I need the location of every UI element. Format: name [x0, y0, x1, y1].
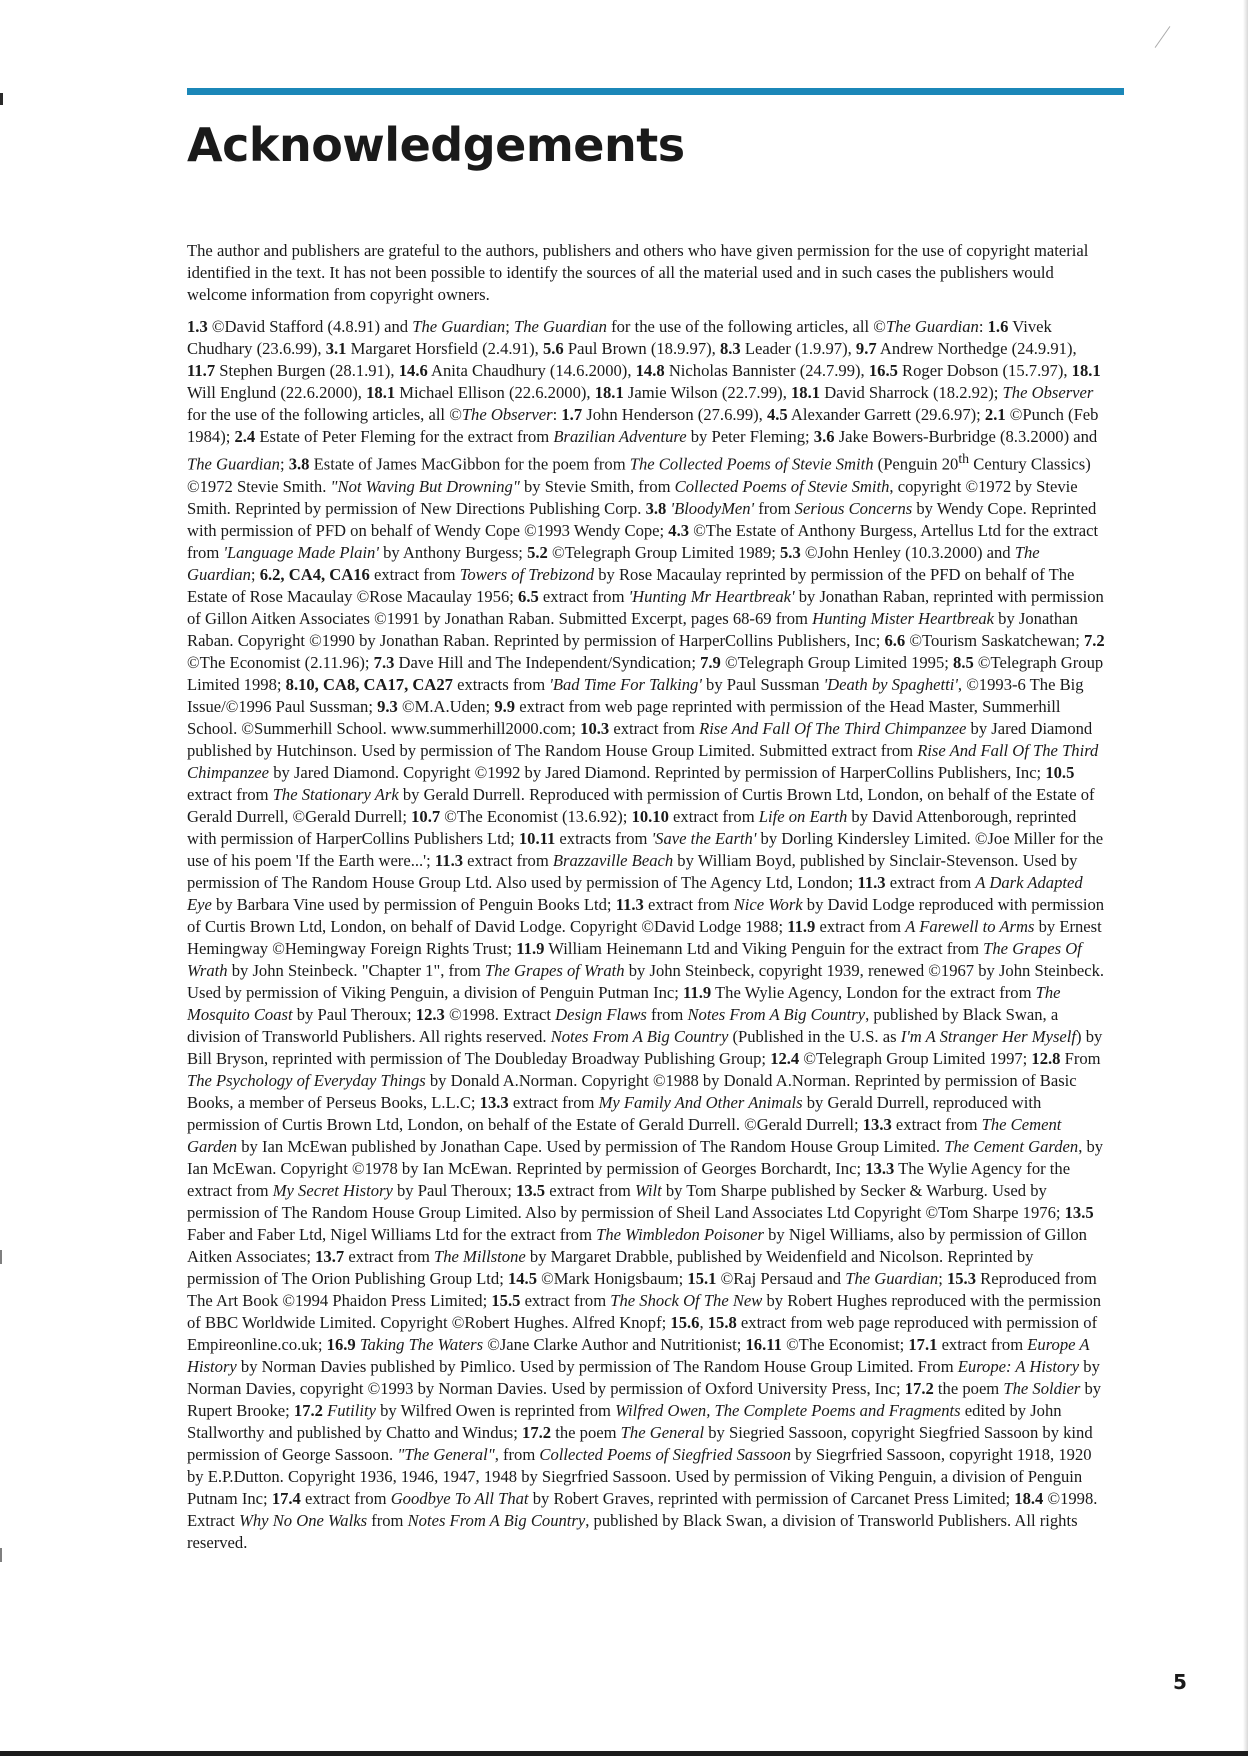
credit-text: by Siegried Sassoon, copyright Siegfried Sassoon by kind permission of George Sassoon.	[187, 1422, 1093, 1464]
credit-reference: 15.6	[670, 1312, 700, 1332]
credit-text: Dave Hill and The Independent/Syndication;	[394, 652, 701, 672]
credit-text: by John Steinbeck, copyright 1939, renewed ©1967 by John Steinbeck. Used by permission of Viking Penguin, a division of Penguin Putman Inc;	[187, 960, 1105, 1002]
credit-text: ©Jane Clarke Author and Nutritionist;	[483, 1334, 746, 1354]
credit-reference: 10.3	[580, 718, 610, 738]
work-title: Nice Work	[733, 894, 803, 914]
credit-text: Century Classics) ©1972 Stevie Smith.	[187, 454, 1091, 496]
work-title: The Guardian	[187, 454, 280, 474]
work-title: Notes From A Big Country	[550, 1026, 729, 1046]
credit-reference: 12.3	[415, 1004, 445, 1024]
credit-text: by Rose Macaulay reprinted by permission of the PFD on behalf of The Estate of Rose Macaulay ©Rose Macaulay 1956;	[187, 564, 1075, 606]
work-title: Wilt	[634, 1180, 662, 1200]
credit-text: for the use of the following articles, all ©	[606, 317, 886, 336]
work-title: The Observer	[461, 405, 553, 424]
credit-reference: 17.2	[522, 1422, 552, 1442]
credit-text: by Jared Diamond. Copyright ©1992 by Jared Diamond. Reprinted by permission of HarperCollins Publishers, Inc;	[269, 762, 1046, 782]
work-title: Rise And Fall Of The Third Chimpanzee	[699, 718, 967, 738]
credit-text: (Published in the U.S. as	[728, 1026, 901, 1046]
credit-text: ©Telegraph Group Limited 1997;	[799, 1048, 1032, 1068]
credit-text: by David Attenborough, reprinted with permission of HarperCollins Publishers Ltd;	[187, 806, 1077, 848]
credit-reference: 8.3	[719, 339, 741, 358]
credit-text: extract from	[520, 1290, 611, 1310]
work-title: 'Death by Spaghetti'	[823, 674, 958, 694]
credit-text: from	[754, 498, 795, 518]
credit-text: John Henderson (27.6.99),	[582, 405, 767, 424]
work-title: The Guardian	[885, 317, 979, 336]
credit-text: ©The Estate of Anthony Burgess, Artellus Ltd for the extract from	[187, 520, 1099, 562]
credit-text: from	[367, 1510, 408, 1530]
work-title: 'Save the Earth'	[651, 828, 757, 848]
credit-text: , by Ian McEwan. Copyright ©1978 by Ian McEwan. Reprinted by permission of Georges Borchardt, Inc;	[187, 1136, 1104, 1178]
credit-text: Roger Dobson (15.7.97),	[897, 361, 1072, 380]
credit-reference: 14.6	[398, 361, 428, 380]
credit-reference: 11.7	[187, 361, 216, 380]
credit-reference: 7.3	[373, 652, 395, 672]
credit-text: by David Lodge reproduced with permission of Curtis Brown Ltd, London, on behalf of David Lodge. Copyright ©David Lodge 1988;	[187, 894, 1105, 936]
credit-text: Nicholas Bannister (24.7.99),	[664, 361, 869, 380]
credit-reference: 13.5	[516, 1180, 546, 1200]
work-title: Futility	[327, 1400, 376, 1420]
credit-text: ©The Economist (2.11.96);	[187, 652, 374, 672]
work-title: 'BloodyMen'	[670, 498, 755, 518]
scan-artifact	[0, 93, 3, 105]
credit-reference: 9.7	[855, 339, 877, 358]
credit-text: ©Telegraph Group Limited 1998;	[187, 652, 1104, 694]
credit-text: , copyright ©1972 by Stevie Smith. Reprinted by permission of New Directions Publishing Corp.	[187, 476, 1078, 518]
work-title: "Not Waving But Drowning"	[330, 476, 520, 496]
credit-text: Reproduced from The Art Book ©1994 Phaidon Press Limited;	[187, 1268, 1097, 1310]
work-title: Taking The Waters	[359, 1334, 484, 1354]
credit-text: by Paul Sussman	[701, 674, 824, 694]
credit-text: by Jonathan Raban, reprinted with permission of Gillon Aitken Associates ©1991 by Jonathan Raban. Submitted Excerpt, pages 68-69 from	[187, 586, 1104, 628]
work-title: The Guardian	[412, 317, 506, 336]
credit-text: Anita Chaudhury (14.6.2000),	[427, 361, 636, 380]
credit-reference: 18.4	[1014, 1488, 1044, 1508]
credit-reference: 7.9	[700, 652, 721, 672]
credit-reference: 9.3	[377, 696, 398, 716]
page-number: 5	[1173, 1670, 1187, 1694]
page-title: Acknowledgements	[187, 118, 685, 172]
work-title: Collected Poems of Siegfried Sassoon	[539, 1444, 792, 1464]
work-title: Notes From A Big Country	[687, 1004, 866, 1024]
credit-text: Leader (1.9.97),	[740, 339, 856, 358]
credit-reference: 12.4	[770, 1048, 800, 1068]
credit-reference: 11.9	[516, 938, 545, 958]
credit-text: extract from	[463, 850, 553, 870]
scan-artifact	[0, 1250, 2, 1264]
credit-text: by Gerald Durrell. Reproduced with permission of Curtis Brown Ltd, London, on behalf of the Estate of Gerald Durrell, ©Gerald Durrell;	[187, 784, 1095, 826]
credit-reference: 18.1	[594, 383, 624, 402]
credit-text: by Gerald Durrell, reproduced with permission of Curtis Brown Ltd, London, on behalf of the Estate of Gerald Durrell. ©Gerald Durrell;	[187, 1092, 1042, 1134]
credit-text: by Norman Davies published by Pimlico. Used by permission of The Random House Group Limited. From	[236, 1356, 958, 1376]
work-title: A Dark Adapted Eye	[187, 872, 1083, 914]
credit-text: ©David Stafford (4.8.91) and	[207, 317, 413, 336]
intro-paragraph: The author and publishers are grateful to the authors, publishers and others who have given permission for the use of copyright material identified in the text. It has not been possible to identify the sources of all the material used and in such cases the publishers would welcome information from copyright owners.	[187, 241, 1089, 304]
credit-reference: 1.6	[987, 317, 1009, 336]
credit-text: ;	[279, 454, 289, 474]
work-title: The Observer	[1002, 383, 1094, 402]
work-title: Design Flaws	[555, 1004, 647, 1024]
credit-reference: 6.6	[884, 630, 906, 650]
credit-text: extract from	[545, 1180, 635, 1200]
work-title: A Farewell to Arms	[905, 916, 1035, 936]
credit-text: , published by Black Swan, a division of Transworld Publishers. All rights reserved.	[187, 1510, 1078, 1552]
work-title: My Family And Other Animals	[598, 1092, 803, 1112]
credit-text: by Peter Fleming;	[686, 427, 814, 446]
credit-reference: 3.6	[813, 427, 835, 446]
credit-text: Michael Ellison (22.6.2000),	[395, 383, 595, 402]
credit-reference: 13.3	[479, 1092, 509, 1112]
work-title: The Grapes of Wrath	[484, 960, 625, 980]
credit-text: by William Boyd, published by Sinclair-Stevenson. Used by permission of The Random House Group Ltd. Also used by permission of The Agency Ltd, London;	[187, 850, 1078, 892]
credit-text: by Wilfred Owen is reprinted from	[375, 1400, 616, 1420]
credit-reference: 5.3	[780, 542, 801, 562]
credit-reference: 10.10	[631, 806, 669, 826]
credit-reference: 1.7	[561, 405, 583, 424]
work-title: I'm A Stranger Her Myself	[900, 1026, 1077, 1046]
credit-text: ©Tourism Saskatchewan;	[905, 630, 1084, 650]
credit-reference: 15.5	[491, 1290, 521, 1310]
credit-reference: 3.8	[645, 498, 667, 518]
credit-text: by Tom Sharpe published by Secker & Warburg. Used by permission of The Random House Group Limited. Also by permission of Sheil Land Associates Ltd Copyright ©Tom Sharpe 1976;	[187, 1180, 1065, 1222]
credit-reference: 17.4	[271, 1488, 301, 1508]
credit-reference: 10.11	[518, 828, 556, 848]
credit-reference: 11.9	[787, 916, 816, 936]
credit-text: for the use of the following articles, all ©	[187, 405, 462, 424]
credit-text: extract from	[609, 718, 700, 738]
credit-text: extracts from	[555, 828, 652, 848]
work-title: The General	[620, 1422, 705, 1442]
credit-text: extract from	[937, 1334, 1028, 1354]
work-title: 'Hunting Mr Heartbreak'	[628, 586, 795, 606]
credit-text: Faber and Faber Ltd, Nigel Williams Ltd for the extract from	[187, 1224, 597, 1244]
work-title: The Soldier	[1003, 1378, 1081, 1398]
credit-text: by Robert Graves, reprinted with permission of Carcanet Press Limited;	[528, 1488, 1015, 1508]
credit-text: ©Raj Persaud and	[716, 1268, 846, 1288]
credit-text: , from	[494, 1444, 540, 1464]
credit-text: extract from	[885, 872, 976, 892]
credit-reference: 14.5	[507, 1268, 537, 1288]
credit-reference: 1.3	[187, 317, 208, 336]
work-title: Goodbye To All That	[390, 1488, 529, 1508]
credit-text: extract from	[344, 1246, 435, 1266]
credit-reference: 3.8	[288, 454, 310, 474]
credit-text: the poem	[551, 1422, 621, 1442]
credit-text: :	[552, 405, 562, 424]
credit-reference: 16.11	[745, 1334, 782, 1354]
credit-text: Vivek Chudhary (23.6.99),	[187, 317, 1052, 358]
credit-text: by Paul Theroux;	[292, 1004, 416, 1024]
credit-text: extract from	[508, 1092, 599, 1112]
credit-reference: 9.9	[494, 696, 516, 716]
credit-text: David Sharrock (18.2.92);	[820, 383, 1003, 402]
credit-text: ©Telegraph Group Limited 1989;	[547, 542, 780, 562]
credit-reference: 13.7	[315, 1246, 345, 1266]
credit-reference: 8.10, CA8, CA17, CA27	[285, 674, 453, 694]
credit-text: the poem	[933, 1378, 1004, 1398]
work-title: Brazilian Adventure	[553, 427, 687, 446]
credit-text: Alexander Garrett (29.6.97);	[787, 405, 985, 424]
work-title: Serious Concerns	[794, 498, 913, 518]
credit-text: extract from	[668, 806, 759, 826]
work-title: Why No One Walks	[239, 1510, 368, 1530]
credit-text: ©Mark Honigsbaum;	[537, 1268, 688, 1288]
credit-text: by Donald A.Norman. Copyright ©1988 by Donald A.Norman. Reprinted by permission of Basic Books, a member of Perseus Books, L.L.C;	[187, 1070, 1077, 1112]
credit-reference: 4.5	[766, 405, 788, 424]
work-title: The Guardian	[187, 542, 1040, 584]
work-title: Collected Poems of Stevie Smith	[674, 476, 890, 496]
credit-reference: 6.5	[518, 586, 539, 606]
work-title: Europe: A History	[957, 1356, 1080, 1376]
credit-reference: 2.1	[984, 405, 1006, 424]
credit-reference: 5.2	[527, 542, 548, 562]
acknowledgements-body	[187, 240, 1107, 1554]
work-title: The Millstone	[434, 1246, 526, 1266]
credit-text: From	[1060, 1048, 1101, 1068]
work-title: The Mosquito Coast	[187, 982, 1061, 1024]
credit-text: extract from	[538, 586, 629, 606]
work-title: The Guardian	[513, 317, 607, 336]
credit-text: by John Steinbeck. "Chapter 1", from	[227, 960, 485, 980]
credit-text: extract from web page reprinted with permission of the Head Master, Summerhill School. ©Summerhill School. www.summerhill2000.com;	[187, 696, 1061, 738]
credit-reference: 15.8	[707, 1312, 737, 1332]
credit-reference: 18.1	[366, 383, 396, 402]
credit-reference: 13.5	[1064, 1202, 1094, 1222]
credit-reference: 4.3	[668, 520, 690, 540]
credit-text: extract from web page reproduced with permission of Empireonline.co.uk;	[187, 1312, 1098, 1354]
work-title: The Wimbledon Poisoner	[596, 1224, 764, 1244]
credit-reference: 17.2	[293, 1400, 323, 1420]
work-title: Notes From A Big Country	[407, 1510, 586, 1530]
credit-text: by Norman Davies, copyright ©1993 by Norman Davies. Used by permission of Oxford University Press, Inc;	[187, 1356, 1100, 1398]
credit-text: The Wylie Agency for the extract from	[187, 1158, 1071, 1200]
work-title: My Secret History	[272, 1180, 393, 1200]
work-title: Towers of Trebizond	[459, 564, 595, 584]
credit-text: ;	[250, 564, 260, 584]
credit-text: by Ernest Hemingway ©Hemingway Foreign Rights Trust;	[187, 916, 1102, 958]
credit-text: Jamie Wilson (22.7.99),	[623, 383, 791, 402]
credit-text: Andrew Northedge (24.9.91),	[876, 339, 1077, 358]
credit-text: ©Telegraph Group Limited 1995;	[720, 652, 954, 672]
credit-text: ©The Economist (13.6.92);	[440, 806, 632, 826]
credit-text: by Jared Diamond published by Hutchinson. Used by permission of The Random House Group Limited. Submitted extract from	[187, 718, 1093, 760]
work-title: The Shock Of The New	[610, 1290, 763, 1310]
credit-text: by Stevie Smith, from	[519, 476, 675, 496]
credit-text: by Jonathan Raban. Copyright ©1990 by Jonathan Raban. Reprinted by permission of HarperCollins Publishers, Inc;	[187, 608, 1078, 650]
credit-text: Margaret Horsfield (2.4.91),	[346, 339, 543, 358]
credit-text: ©1998. Extract	[187, 1488, 1098, 1530]
scan-edge	[1243, 0, 1248, 1756]
credit-text: ;	[938, 1268, 947, 1288]
credit-reference: 11.3	[857, 872, 886, 892]
credit-reference: 16.5	[868, 361, 898, 380]
credit-reference: 13.3	[865, 1158, 895, 1178]
credit-text: ;	[505, 317, 514, 336]
credit-text: by Dorling Kindersley Limited. ©Joe Miller for the use of his poem 'If the Earth were...';	[187, 828, 1104, 870]
credit-text: William Heinemann Ltd and Viking Penguin for the extract from	[544, 938, 984, 958]
credit-text: Estate of Peter Fleming for the extract from	[255, 427, 554, 446]
credit-text: Stephen Burgen (28.1.91),	[215, 361, 399, 380]
credit-reference: 2.4	[234, 427, 256, 446]
credit-reference: 18.1	[791, 383, 821, 402]
credit-text: :	[978, 317, 988, 336]
credit-reference: 10.7	[411, 806, 441, 826]
work-title: The Cement Garden	[944, 1136, 1079, 1156]
work-title: Hunting Mister Heartbreak	[812, 608, 994, 628]
work-title: Brazzaville Beach	[552, 850, 674, 870]
credit-text: by Nigel Williams, also by permission of Gillon Aitken Associates;	[187, 1224, 1087, 1266]
credit-reference: 7.2	[1083, 630, 1105, 650]
credit-text: from	[646, 1004, 688, 1024]
work-title: Wilfred Owen, The Complete Poems and Fragments	[615, 1400, 961, 1420]
credit-text: by Rupert Brooke;	[187, 1378, 1102, 1420]
credit-text: ,	[699, 1312, 708, 1332]
work-title: 'Bad Time For Talking'	[549, 674, 702, 694]
credit-text: extract from	[369, 564, 460, 584]
credit-reference: 17.1	[908, 1334, 938, 1354]
credit-text: by Ian McEwan published by Jonathan Cape. Used by permission of The Random House Group Limited.	[237, 1136, 945, 1156]
credit-text: by Wendy Cope. Reprinted with permission of PFD on behalf of Wendy Cope ©1993 Wendy Cope;	[187, 498, 1097, 540]
work-title: The Cement Garden	[187, 1114, 1062, 1156]
work-title: 'Language Made Plain'	[223, 542, 379, 562]
credit-text: , ©1993-6 The Big Issue/©1996 Paul Sussman;	[187, 674, 1084, 716]
credit-text: by Margaret Drabble, published by Weidenfield and Nicolson. Reprinted by permission of The Orion Publishing Group Ltd;	[187, 1246, 1034, 1288]
work-title: The Collected Poems of Stevie Smith	[629, 454, 874, 474]
credit-text: edited by John Stallworthy and published by Chatto and Windus;	[187, 1400, 1062, 1442]
credit-text: extract from	[891, 1114, 982, 1134]
superscript: th	[958, 451, 970, 466]
credit-reference: 3.1	[325, 339, 347, 358]
work-title: Europe A History	[187, 1334, 1090, 1376]
credit-text: The Wylie Agency, London for the extract from	[711, 982, 1036, 1002]
credit-text: ) by Bill Bryson, reprinted with permission of The Doubleday Broadway Publishing Group;	[187, 1026, 1103, 1068]
work-title: Rise And Fall Of The Third Chimpanzee	[187, 740, 1099, 782]
credit-text: ©1998. Extract	[444, 1004, 556, 1024]
credit-text: ©M.A.Uden;	[397, 696, 495, 716]
credit-reference: 11.3	[615, 894, 644, 914]
credit-reference: 15.3	[946, 1268, 976, 1288]
credit-reference: 11.9	[683, 982, 712, 1002]
credit-reference: 16.9	[326, 1334, 356, 1354]
credit-text: by Paul Theroux;	[392, 1180, 517, 1200]
credit-text: extract from	[187, 784, 273, 804]
scan-artifact	[0, 1548, 2, 1562]
credit-reference: 14.8	[635, 361, 665, 380]
credit-text: extract from	[643, 894, 734, 914]
credit-text: ©John Henley (10.3.2000) and	[800, 542, 1015, 562]
work-title: The Grapes Of Wrath	[187, 938, 1082, 980]
work-title: The Guardian	[845, 1268, 939, 1288]
credit-text: by Anthony Burgess;	[378, 542, 528, 562]
credit-reference: 17.2	[904, 1378, 934, 1398]
credit-reference: 5.6	[542, 339, 564, 358]
work-title: The Stationary Ark	[272, 784, 399, 804]
credit-text: extracts from	[452, 674, 550, 694]
credit-reference: 10.5	[1045, 762, 1075, 782]
header-rule	[187, 88, 1124, 95]
credit-text: by Robert Hughes reproduced with the permission of BBC Worldwide Limited. Copyright ©Robert Hughes. Alfred Knopf;	[187, 1290, 1102, 1332]
credit-text: by Barbara Vine used by permission of Penguin Books Ltd;	[211, 894, 616, 914]
credit-reference: 8.5	[953, 652, 974, 672]
credit-reference: 15.1	[687, 1268, 717, 1288]
scan-artifact	[1155, 26, 1171, 48]
work-title: The Psychology of Everyday Things	[187, 1070, 426, 1090]
credit-reference: 11.3	[434, 850, 464, 870]
credit-text: extract from	[300, 1488, 391, 1508]
credit-text: ©The Economist;	[781, 1334, 909, 1354]
credit-reference: 13.3	[862, 1114, 892, 1134]
credit-text: (Penguin 20	[873, 454, 959, 474]
credits-paragraph	[187, 316, 1107, 1554]
scan-edge	[0, 1751, 1248, 1756]
credit-text: ©Punch (Feb 1984);	[187, 405, 1099, 446]
credit-text: Estate of James MacGibbon for the poem from	[309, 454, 630, 474]
credit-text: , published by Black Swan, a division of Transworld Publishers. All rights reserved.	[187, 1004, 1059, 1046]
work-title: Life on Earth	[758, 806, 848, 826]
credit-text: Jake Bowers-Burbridge (8.3.2000) and	[834, 427, 1098, 446]
work-title: "The General"	[397, 1444, 495, 1464]
credit-text: Will Englund (22.6.2000),	[187, 383, 367, 402]
credit-text: Paul Brown (18.9.97),	[563, 339, 720, 358]
credit-reference: 18.1	[1071, 361, 1101, 380]
credit-reference: 12.8	[1031, 1048, 1061, 1068]
credit-text: extract from	[815, 916, 906, 936]
credit-text: by Siegrfried Sassoon, copyright 1918, 1920 by E.P.Dutton. Copyright 1936, 1946, 1947, 1948 by Siegrfried Sassoon. Used by permission of Viking Penguin, a division of Penguin Putnam Inc;	[187, 1444, 1092, 1508]
credit-reference: 6.2, CA4, CA16	[259, 564, 370, 584]
